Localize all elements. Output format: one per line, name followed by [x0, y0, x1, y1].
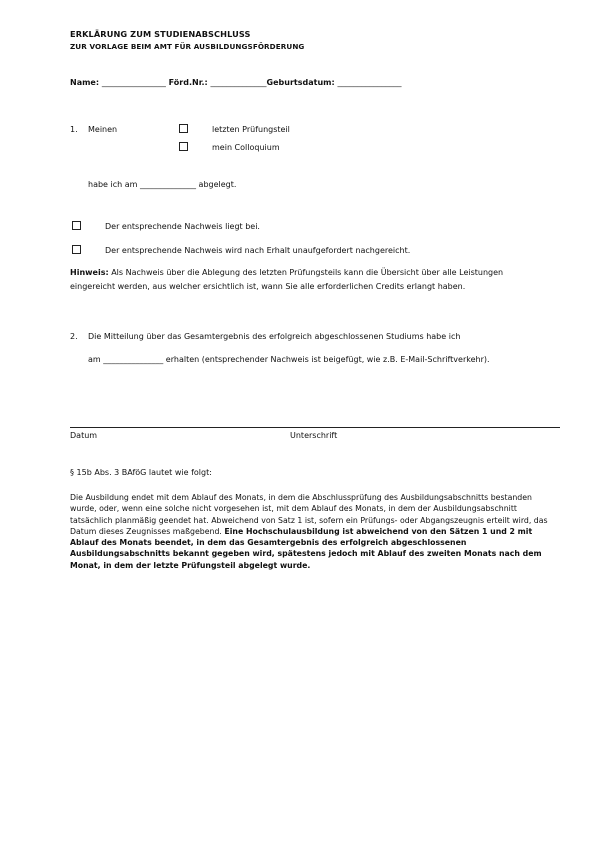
checkbox-colloquium[interactable] — [179, 142, 188, 151]
document-title: ERKLÄRUNG ZUM STUDIENABSCHLUSS — [70, 29, 251, 39]
proof-later-label: Der entsprechende Nachweis wird nach Erhalt unaufgefordert nachgereicht. — [105, 246, 411, 255]
result-am: am — [88, 355, 101, 364]
section1-number: 1. — [70, 125, 78, 134]
date-label: Datum — [70, 431, 98, 440]
result-suffix: erhalten (entsprechender Nachweis ist beigefügt, wie z.B. E-Mail-Schriftverkehr). — [165, 355, 490, 364]
exam-date-prefix: habe ich am — [88, 180, 138, 189]
hint-text-1: Als Nachweis über die Ablegung des letzten Prüfungsteils kann die Übersicht über alle Leistungen — [111, 268, 504, 277]
birth-label: Geburtsdatum: — [266, 78, 335, 87]
result-date-line — [88, 355, 490, 365]
law-paragraph — [70, 492, 560, 571]
exam-date-field[interactable]: ______________ — [140, 180, 196, 189]
checkbox-proof-later[interactable] — [72, 245, 81, 254]
result-date-field[interactable]: _______________ — [103, 355, 164, 364]
signature-label: Unterschrift — [290, 431, 338, 440]
section1-lead: Meinen — [88, 125, 118, 134]
hint-label: Hinweis: — [70, 268, 109, 277]
section2-line1: Die Mitteilung über das Gesamtergebnis des erfolgreich abgeschlossenen Studiums habe ich — [88, 332, 461, 341]
document-subtitle: ZUR VORLAGE BEIM AMT FÜR AUSBILDUNGSFÖRDERUNG — [70, 42, 305, 51]
birth-field[interactable]: ________________ — [337, 78, 402, 87]
checkbox-proof-enclosed[interactable] — [72, 221, 81, 230]
hint-line-1 — [70, 268, 503, 278]
identity-line — [70, 78, 401, 88]
checkbox-last-exam[interactable] — [179, 124, 188, 133]
law-text-bold: Eine Hochschulausbildung ist abweichend von den Sätzen 1 und 2 mit Ablauf des Monats beendet, in dem das Gesamtergebnis des erfolgreich abgeschlossenen Ausbildungsabschnitts bekannt gegeben wird, spätestens jedoch mit Ablauf des zweiten Monats nach dem Monat, in dem der letzte Prüfungsteil abgelegt wurde. — [70, 526, 542, 570]
law-heading: § 15b Abs. 3 BAföG lautet wie folgt: — [70, 468, 212, 477]
section2-number: 2. — [70, 332, 78, 341]
exam-date-line — [88, 180, 236, 190]
exam-date-suffix: abgelegt. — [198, 180, 237, 189]
option-last-exam-label: letzten Prüfungsteil — [212, 125, 290, 134]
hint-text-2: eingereicht werden, aus welcher ersichtlich ist, wann Sie alle erforderlichen Credits erlangt haben. — [70, 282, 466, 291]
foerd-label: Förd.Nr.: — [168, 78, 208, 87]
foerd-field[interactable]: ______________ — [210, 78, 267, 87]
signature-line[interactable] — [70, 427, 560, 428]
proof-enclosed-label: Der entsprechende Nachweis liegt bei. — [105, 222, 260, 231]
name-label: Name: — [70, 78, 100, 87]
law-text-normal: Die Ausbildung endet mit dem Ablauf des Monats, in dem die Abschlussprüfung des Ausbildungsabschnitts bestanden wurde, oder, wenn eine solche nicht vorgesehen ist, mit dem Ablauf des Monats, in dem der Ausbildungsabschnitt tatsächlich planmäßig geendet hat. Abweichend von Satz 1 ist, sofern ein Prüfungs- oder Abgangszeugnis erteilt wird, das Datum dieses Zeugnisses maßgebend. — [70, 493, 548, 536]
option-colloquium-label: mein Colloquium — [212, 143, 280, 152]
name-field[interactable]: ________________ — [101, 78, 166, 87]
